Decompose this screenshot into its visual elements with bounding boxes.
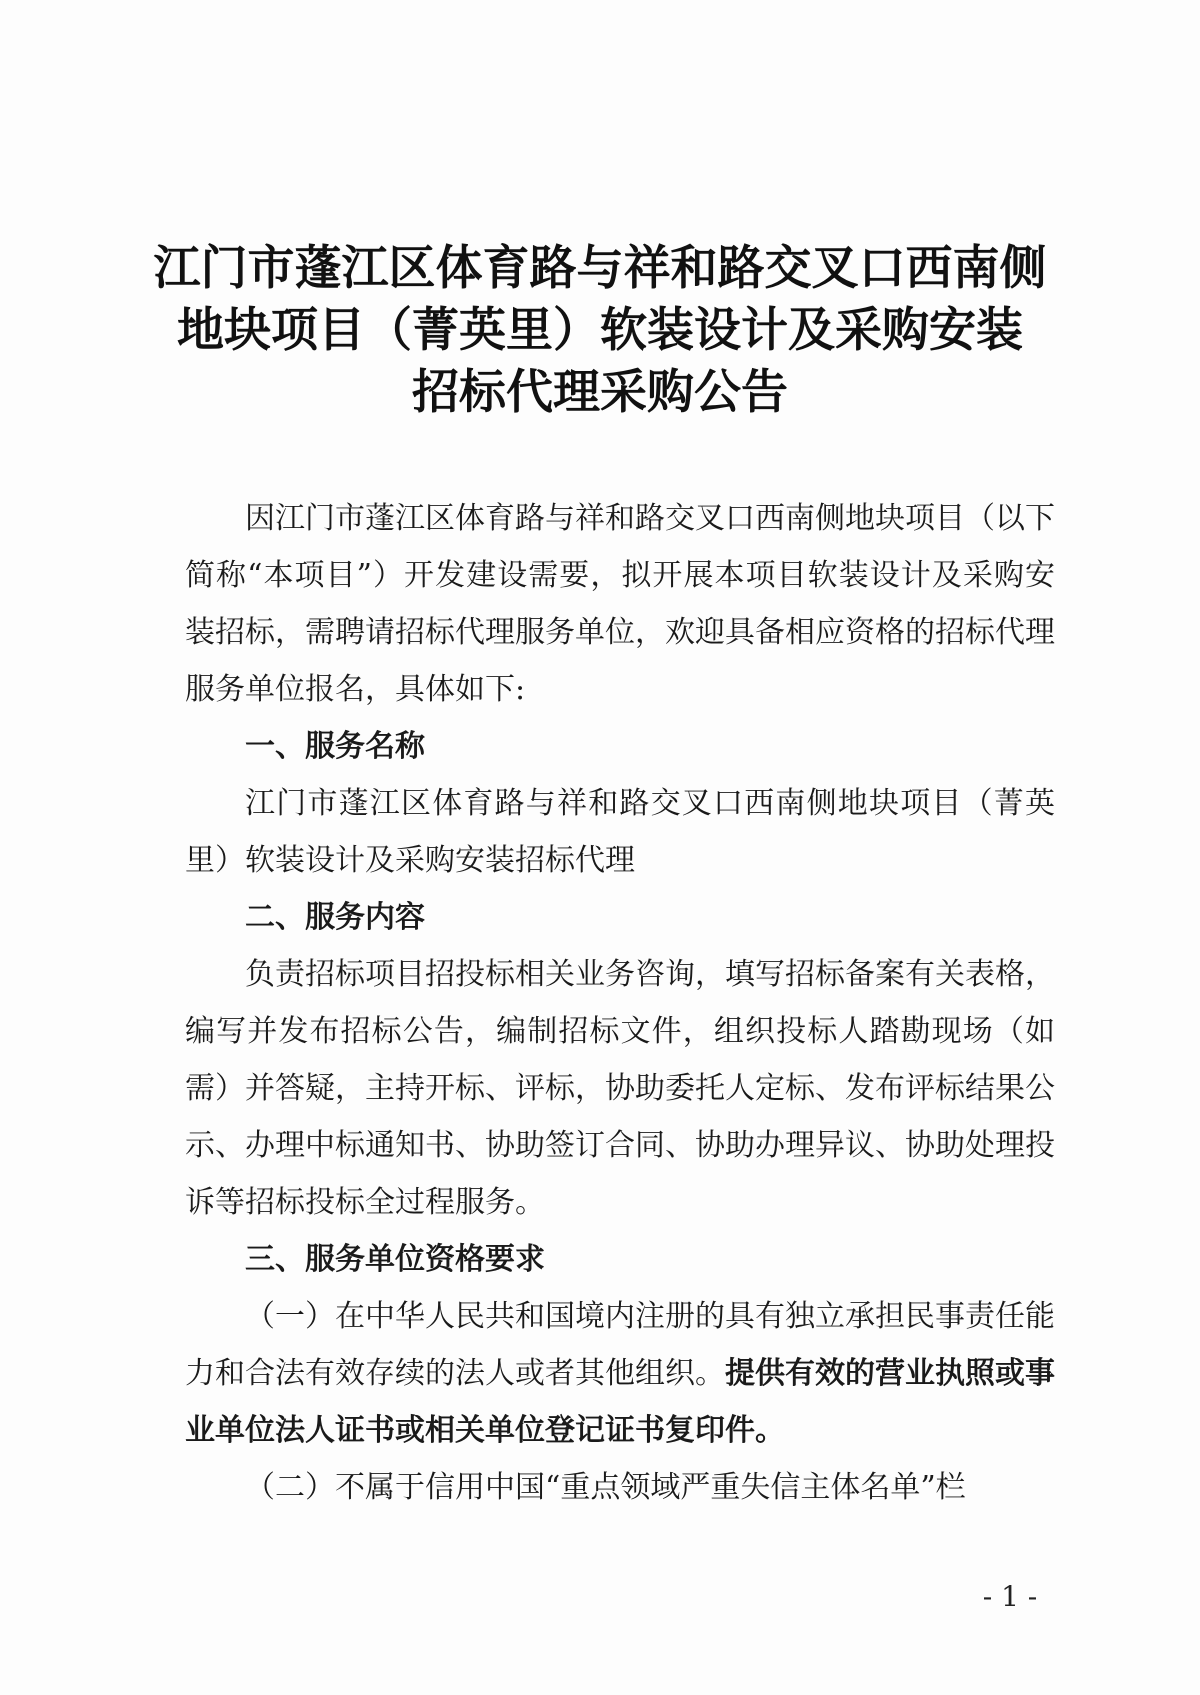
- title-line-1: 江门市蓬江区体育路与祥和路交叉口西南侧: [153, 241, 1047, 296]
- section-3-heading: 三、服务单位资格要求: [245, 1242, 545, 1277]
- section-3-item-1-text: （一）在中华人民共和国境内注册的具有独立承担民事责任能力和合法有效存续的法人或者其他组织。: [185, 1299, 1055, 1391]
- title-line-3: 招标代理采购公告: [412, 365, 788, 420]
- section-1-text: 江门市蓬江区体育路与祥和路交叉口西南侧地块项目（菁英里）软装设计及采购安装招标代理: [185, 786, 1055, 878]
- section-3-item-2: （二）不属于信用中国“重点领域严重失信主体名单”栏: [245, 1470, 966, 1505]
- section-1-heading: 一、服务名称: [245, 729, 425, 764]
- section-3-item-1: [185, 1288, 1055, 1459]
- document-body: [185, 490, 1055, 1516]
- page-number: - 1 -: [982, 1580, 1038, 1613]
- section-2-heading: 二、服务内容: [245, 900, 425, 935]
- document-title: [150, 238, 1050, 424]
- title-line-2: 地块项目（菁英里）软装设计及采购安装: [177, 303, 1023, 358]
- section-3-item-1-bold: 提供有效的营业执照或事业单位法人证书或相关单位登记证书复印件。: [185, 1356, 1055, 1448]
- section-2-text: 负责招标项目招投标相关业务咨询，填写招标备案有关表格，编写并发布招标公告，编制招标文件，组织投标人踏勘现场（如需）并答疑，主持开标、评标，协助委托人定标、发布评标结果公示、办理中标通知书、协助签订合同、协助办理异议、协助处理投诉等招标投标全过程服务。: [185, 957, 1055, 1220]
- intro-paragraph: 因江门市蓬江区体育路与祥和路交叉口西南侧地块项目（以下简称“本项目”）开发建设需要，拟开展本项目软装设计及采购安装招标，需聘请招标代理服务单位，欢迎具备相应资格的招标代理服务单位报名，具体如下:: [185, 501, 1055, 707]
